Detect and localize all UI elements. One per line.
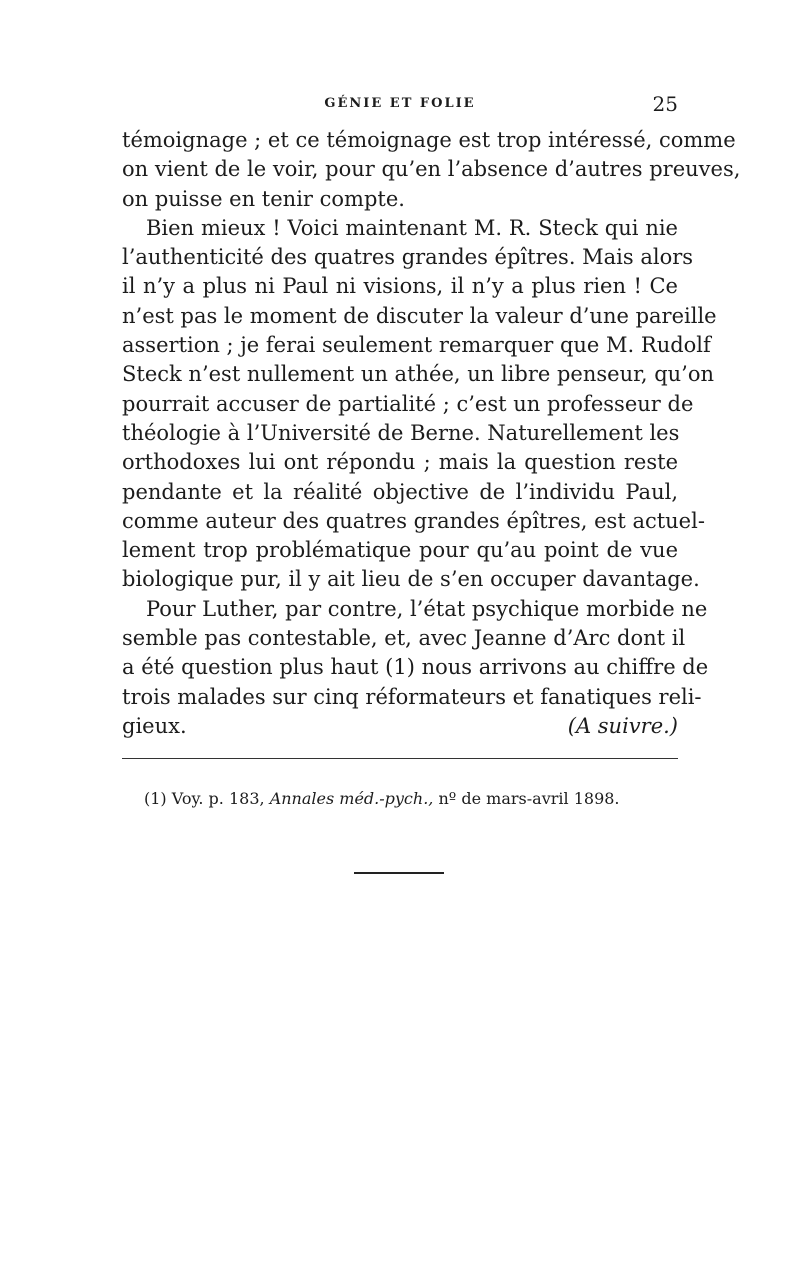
text-line: l’authenticité des quatres grandes épîtres. Mais alors (122, 245, 694, 270)
text-line: témoignage ; et ce témoignage est trop intéressé, comme (122, 128, 736, 152)
body-text (122, 126, 741, 741)
footnote-journal: Annales méd.-pych., (269, 789, 434, 808)
book-page (122, 0, 741, 1270)
text-line: semble pas contestable, et, avec Jeanne d’Arc dont il (122, 626, 686, 651)
text-line: pendante et la réalité objective de l’individu Paul, (122, 479, 678, 504)
text-line: Pour Luther, par contre, l’état psychique morbide ne (146, 596, 708, 621)
text-line: a été question plus haut (1) nous arrivons au chiffre de (122, 655, 709, 680)
page-number: 25 (652, 92, 678, 116)
text-line: Steck n’est nullement un athée, un libre penseur, qu’on (122, 362, 714, 387)
text-line: théologie à l’Université de Berne. Naturellement les (122, 420, 680, 445)
footnote-marker: (1) Voy. p. 183, (144, 789, 265, 808)
text-line: il n’y a plus ni Paul ni visions, il n’y a plus rien ! Ce (122, 274, 678, 299)
footnote (144, 788, 620, 810)
to-be-continued: (A suivre.) (567, 713, 678, 738)
running-head (122, 92, 678, 116)
text-line: on puisse en tenir compte. (122, 186, 405, 211)
text-line: lement trop problématique pour qu’au point de vue (122, 538, 678, 563)
text-line: biologique pur, il y ait lieu de s’en occuper davantage. (122, 567, 700, 592)
text-line: pourrait accuser de partialité ; c’est un professeur de (122, 391, 694, 416)
footnote-rule (122, 758, 678, 759)
text-line: orthodoxes lui ont répondu ; mais la question reste (122, 450, 678, 475)
text-line: on vient de le voir, pour qu’en l’absence d’autres preuves, (122, 157, 741, 182)
text-line-final (122, 712, 678, 741)
running-title: GÉNIE ET FOLIE (324, 96, 476, 111)
text-line-end: gieux. (122, 713, 187, 738)
text-line: trois malades sur cinq réformateurs et fanatiques reli- (122, 684, 702, 709)
text-line: n’est pas le moment de discuter la valeur d’une pareille (122, 303, 717, 328)
text-line: Bien mieux ! Voici maintenant M. R. Steck qui nie (146, 215, 678, 240)
text-line: assertion ; je ferai seulement remarquer que M. Rudolf (122, 333, 711, 358)
text-line: comme auteur des quatres grandes épîtres, est actuel- (122, 508, 705, 533)
footnote-rest: nº de mars-avril 1898. (438, 789, 620, 808)
end-rule (354, 872, 444, 874)
